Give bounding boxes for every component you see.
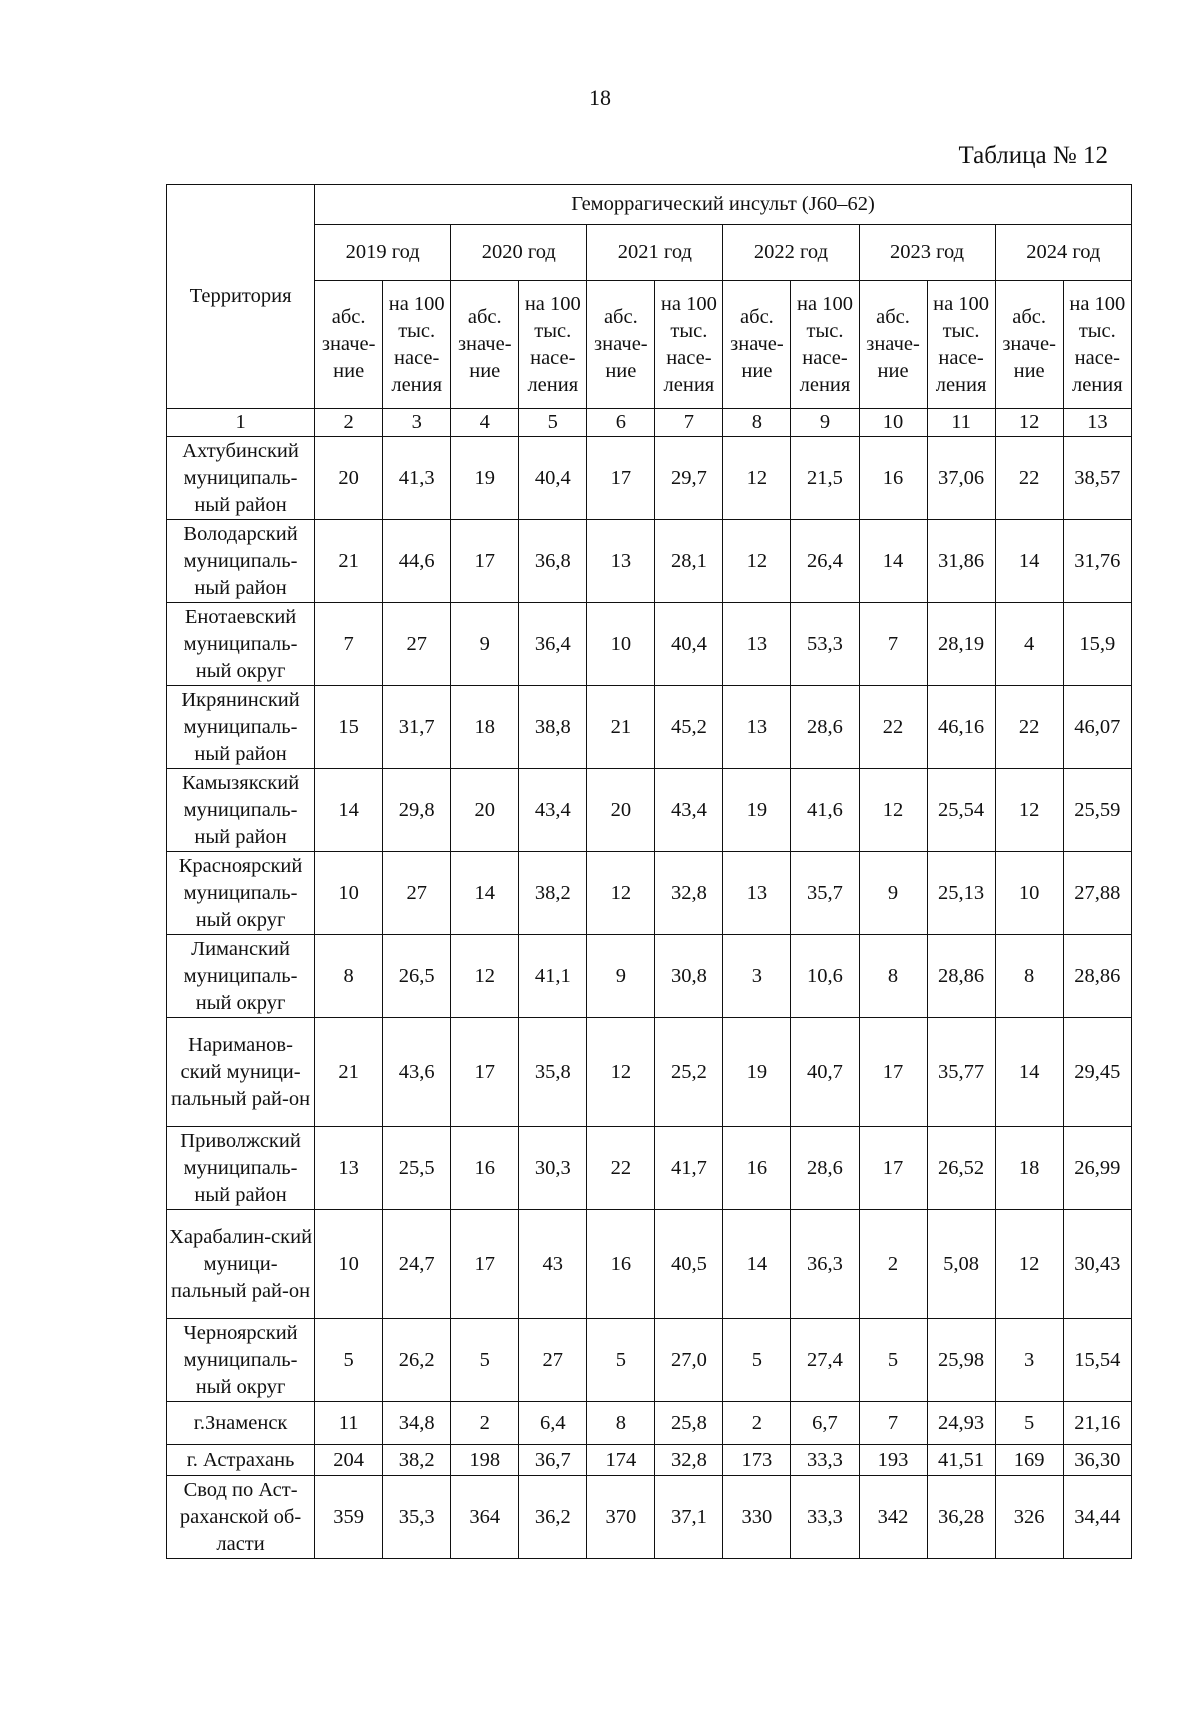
territory-cell: Харабалин-ский муници-пальный рай-он bbox=[167, 1210, 315, 1319]
abs-value-cell: 5 bbox=[587, 1319, 655, 1402]
per-100k-cell: 36,8 bbox=[519, 520, 587, 603]
abs-value-header: абс. значе-ние bbox=[451, 281, 519, 409]
abs-value-cell: 22 bbox=[995, 686, 1063, 769]
per-100k-cell: 10,6 bbox=[791, 935, 859, 1018]
per-100k-cell: 31,86 bbox=[927, 520, 995, 603]
column-number: 10 bbox=[859, 409, 927, 437]
year-header: 2024 год bbox=[995, 225, 1131, 281]
per-100k-header: на 100 тыс. насе-ления bbox=[519, 281, 587, 409]
per-100k-cell: 29,7 bbox=[655, 437, 723, 520]
per-100k-cell: 25,98 bbox=[927, 1319, 995, 1402]
per-100k-cell: 31,76 bbox=[1063, 520, 1131, 603]
per-100k-cell: 25,2 bbox=[655, 1018, 723, 1127]
abs-value-cell: 14 bbox=[995, 520, 1063, 603]
abs-value-cell: 18 bbox=[451, 686, 519, 769]
abs-value-cell: 198 bbox=[451, 1445, 519, 1476]
abs-value-cell: 14 bbox=[859, 520, 927, 603]
per-100k-cell: 27,4 bbox=[791, 1319, 859, 1402]
abs-value-cell: 8 bbox=[995, 935, 1063, 1018]
per-100k-cell: 30,43 bbox=[1063, 1210, 1131, 1319]
per-100k-cell: 31,7 bbox=[383, 686, 451, 769]
per-100k-cell: 21,16 bbox=[1063, 1402, 1131, 1445]
table-row bbox=[167, 520, 1132, 603]
abs-value-cell: 359 bbox=[315, 1476, 383, 1559]
table-row bbox=[167, 1445, 1132, 1476]
abs-value-cell: 7 bbox=[859, 1402, 927, 1445]
abs-value-cell: 20 bbox=[451, 769, 519, 852]
per-100k-cell: 15,9 bbox=[1063, 603, 1131, 686]
per-100k-cell: 27,0 bbox=[655, 1319, 723, 1402]
per-100k-cell: 53,3 bbox=[791, 603, 859, 686]
abs-value-cell: 3 bbox=[723, 935, 791, 1018]
per-100k-cell: 15,54 bbox=[1063, 1319, 1131, 1402]
abs-value-cell: 9 bbox=[451, 603, 519, 686]
abs-value-header: абс. значе-ние bbox=[587, 281, 655, 409]
abs-value-cell: 5 bbox=[995, 1402, 1063, 1445]
territory-cell: Нариманов-ский муници-пальный рай-он bbox=[167, 1018, 315, 1127]
per-100k-cell: 43,6 bbox=[383, 1018, 451, 1127]
per-100k-cell: 45,2 bbox=[655, 686, 723, 769]
abs-value-cell: 169 bbox=[995, 1445, 1063, 1476]
territory-cell: Черноярский муниципаль-ный округ bbox=[167, 1319, 315, 1402]
per-100k-cell: 28,6 bbox=[791, 1127, 859, 1210]
abs-value-cell: 21 bbox=[315, 1018, 383, 1127]
abs-value-cell: 16 bbox=[723, 1127, 791, 1210]
column-number: 4 bbox=[451, 409, 519, 437]
column-number: 12 bbox=[995, 409, 1063, 437]
per-100k-cell: 36,28 bbox=[927, 1476, 995, 1559]
per-100k-cell: 40,5 bbox=[655, 1210, 723, 1319]
per-100k-cell: 26,52 bbox=[927, 1127, 995, 1210]
per-100k-cell: 29,45 bbox=[1063, 1018, 1131, 1127]
abs-value-cell: 21 bbox=[587, 686, 655, 769]
abs-value-cell: 13 bbox=[587, 520, 655, 603]
abs-value-cell: 17 bbox=[451, 1018, 519, 1127]
per-100k-cell: 41,1 bbox=[519, 935, 587, 1018]
territory-cell: Лиманский муниципаль-ный округ bbox=[167, 935, 315, 1018]
per-100k-header: на 100 тыс. насе-ления bbox=[1063, 281, 1131, 409]
year-header: 2020 год bbox=[451, 225, 587, 281]
abs-value-cell: 370 bbox=[587, 1476, 655, 1559]
abs-value-cell: 4 bbox=[995, 603, 1063, 686]
abs-value-cell: 16 bbox=[859, 437, 927, 520]
per-100k-cell: 6,7 bbox=[791, 1402, 859, 1445]
per-100k-cell: 35,8 bbox=[519, 1018, 587, 1127]
table-row bbox=[167, 1210, 1132, 1319]
per-100k-cell: 43 bbox=[519, 1210, 587, 1319]
territory-cell: г. Астрахань bbox=[167, 1445, 315, 1476]
abs-value-cell: 19 bbox=[451, 437, 519, 520]
per-100k-cell: 29,8 bbox=[383, 769, 451, 852]
abs-value-cell: 10 bbox=[315, 1210, 383, 1319]
abs-value-cell: 5 bbox=[859, 1319, 927, 1402]
per-100k-cell: 44,6 bbox=[383, 520, 451, 603]
territory-cell: Красноярский муниципаль-ный округ bbox=[167, 852, 315, 935]
abs-value-cell: 17 bbox=[451, 1210, 519, 1319]
per-100k-cell: 33,3 bbox=[791, 1445, 859, 1476]
per-100k-cell: 28,86 bbox=[927, 935, 995, 1018]
column-number: 1 bbox=[167, 409, 315, 437]
table-row bbox=[167, 603, 1132, 686]
table-body bbox=[167, 437, 1132, 1559]
per-100k-cell: 24,7 bbox=[383, 1210, 451, 1319]
abs-value-cell: 12 bbox=[995, 1210, 1063, 1319]
per-100k-header: на 100 тыс. насе-ления bbox=[383, 281, 451, 409]
per-100k-cell: 30,3 bbox=[519, 1127, 587, 1210]
abs-value-cell: 22 bbox=[859, 686, 927, 769]
per-100k-cell: 34,8 bbox=[383, 1402, 451, 1445]
column-number: 9 bbox=[791, 409, 859, 437]
abs-value-cell: 3 bbox=[995, 1319, 1063, 1402]
per-100k-cell: 36,2 bbox=[519, 1476, 587, 1559]
abs-value-cell: 342 bbox=[859, 1476, 927, 1559]
abs-value-cell: 2 bbox=[451, 1402, 519, 1445]
per-100k-header: на 100 тыс. насе-ления bbox=[655, 281, 723, 409]
per-100k-cell: 43,4 bbox=[519, 769, 587, 852]
column-number: 2 bbox=[315, 409, 383, 437]
table-row bbox=[167, 437, 1132, 520]
per-100k-cell: 21,5 bbox=[791, 437, 859, 520]
abs-value-cell: 19 bbox=[723, 1018, 791, 1127]
column-number: 5 bbox=[519, 409, 587, 437]
territory-header: Территория bbox=[167, 185, 315, 409]
abs-value-cell: 7 bbox=[315, 603, 383, 686]
per-100k-cell: 36,30 bbox=[1063, 1445, 1131, 1476]
per-100k-cell: 27 bbox=[519, 1319, 587, 1402]
per-100k-cell: 37,06 bbox=[927, 437, 995, 520]
per-100k-cell: 26,2 bbox=[383, 1319, 451, 1402]
table-row bbox=[167, 1127, 1132, 1210]
table-title: Геморрагический инсульт (J60–62) bbox=[315, 185, 1132, 225]
per-100k-cell: 46,16 bbox=[927, 686, 995, 769]
year-header: 2022 год bbox=[723, 225, 859, 281]
per-100k-cell: 38,57 bbox=[1063, 437, 1131, 520]
per-100k-cell: 27,88 bbox=[1063, 852, 1131, 935]
abs-value-cell: 9 bbox=[587, 935, 655, 1018]
abs-value-header: абс. значе-ние bbox=[723, 281, 791, 409]
abs-value-cell: 10 bbox=[587, 603, 655, 686]
abs-value-cell: 10 bbox=[315, 852, 383, 935]
abs-value-cell: 14 bbox=[451, 852, 519, 935]
abs-value-cell: 12 bbox=[587, 852, 655, 935]
abs-value-cell: 9 bbox=[859, 852, 927, 935]
abs-value-cell: 21 bbox=[315, 520, 383, 603]
abs-value-cell: 5 bbox=[723, 1319, 791, 1402]
abs-value-cell: 12 bbox=[723, 520, 791, 603]
abs-value-cell: 20 bbox=[315, 437, 383, 520]
per-100k-cell: 40,7 bbox=[791, 1018, 859, 1127]
per-100k-cell: 40,4 bbox=[655, 603, 723, 686]
per-100k-cell: 25,59 bbox=[1063, 769, 1131, 852]
per-100k-cell: 38,2 bbox=[519, 852, 587, 935]
per-100k-cell: 38,2 bbox=[383, 1445, 451, 1476]
territory-cell: Енотаевский муниципаль-ный округ bbox=[167, 603, 315, 686]
year-header: 2023 год bbox=[859, 225, 995, 281]
abs-value-cell: 14 bbox=[723, 1210, 791, 1319]
abs-value-cell: 8 bbox=[859, 935, 927, 1018]
per-100k-cell: 30,8 bbox=[655, 935, 723, 1018]
per-100k-cell: 28,1 bbox=[655, 520, 723, 603]
territory-cell: Камызякский муниципаль-ный район bbox=[167, 769, 315, 852]
per-100k-cell: 43,4 bbox=[655, 769, 723, 852]
territory-cell: Икрянинский муниципаль-ный район bbox=[167, 686, 315, 769]
page-number: 18 bbox=[589, 85, 611, 110]
abs-value-cell: 7 bbox=[859, 603, 927, 686]
abs-value-cell: 326 bbox=[995, 1476, 1063, 1559]
abs-value-cell: 20 bbox=[587, 769, 655, 852]
abs-value-cell: 13 bbox=[723, 852, 791, 935]
abs-value-cell: 204 bbox=[315, 1445, 383, 1476]
table-row bbox=[167, 852, 1132, 935]
abs-value-cell: 12 bbox=[723, 437, 791, 520]
per-100k-cell: 46,07 bbox=[1063, 686, 1131, 769]
column-number: 11 bbox=[927, 409, 995, 437]
abs-value-header: абс. значе-ние bbox=[315, 281, 383, 409]
abs-value-cell: 22 bbox=[587, 1127, 655, 1210]
per-100k-cell: 28,19 bbox=[927, 603, 995, 686]
abs-value-cell: 12 bbox=[995, 769, 1063, 852]
per-100k-cell: 32,8 bbox=[655, 852, 723, 935]
territory-cell: Приволжский муниципаль-ный район bbox=[167, 1127, 315, 1210]
per-100k-cell: 32,8 bbox=[655, 1445, 723, 1476]
table-row bbox=[167, 1018, 1132, 1127]
abs-value-cell: 17 bbox=[451, 520, 519, 603]
territory-cell: Свод по Аст-раханской об-ласти bbox=[167, 1476, 315, 1559]
abs-value-cell: 14 bbox=[995, 1018, 1063, 1127]
abs-value-cell: 16 bbox=[451, 1127, 519, 1210]
per-100k-cell: 26,4 bbox=[791, 520, 859, 603]
per-100k-cell: 41,3 bbox=[383, 437, 451, 520]
per-100k-cell: 37,1 bbox=[655, 1476, 723, 1559]
table-row bbox=[167, 686, 1132, 769]
per-100k-cell: 33,3 bbox=[791, 1476, 859, 1559]
abs-value-cell: 12 bbox=[859, 769, 927, 852]
per-100k-cell: 27 bbox=[383, 852, 451, 935]
abs-value-cell: 2 bbox=[859, 1210, 927, 1319]
table-row bbox=[167, 1476, 1132, 1559]
per-100k-cell: 24,93 bbox=[927, 1402, 995, 1445]
per-100k-cell: 5,08 bbox=[927, 1210, 995, 1319]
per-100k-cell: 35,7 bbox=[791, 852, 859, 935]
per-100k-cell: 36,7 bbox=[519, 1445, 587, 1476]
table-row bbox=[167, 1402, 1132, 1445]
year-header: 2019 год bbox=[315, 225, 451, 281]
column-number: 13 bbox=[1063, 409, 1131, 437]
abs-value-cell: 15 bbox=[315, 686, 383, 769]
territory-cell: Володарский муниципаль-ный район bbox=[167, 520, 315, 603]
abs-value-cell: 364 bbox=[451, 1476, 519, 1559]
column-number: 8 bbox=[723, 409, 791, 437]
territory-cell: Ахтубинский муниципаль-ный район bbox=[167, 437, 315, 520]
per-100k-cell: 26,5 bbox=[383, 935, 451, 1018]
per-100k-header: на 100 тыс. насе-ления bbox=[927, 281, 995, 409]
per-100k-cell: 41,6 bbox=[791, 769, 859, 852]
per-100k-cell: 26,99 bbox=[1063, 1127, 1131, 1210]
abs-value-cell: 18 bbox=[995, 1127, 1063, 1210]
abs-value-cell: 11 bbox=[315, 1402, 383, 1445]
per-100k-cell: 25,5 bbox=[383, 1127, 451, 1210]
abs-value-cell: 14 bbox=[315, 769, 383, 852]
year-header: 2021 год bbox=[587, 225, 723, 281]
stroke-statistics-table bbox=[166, 184, 1132, 1559]
per-100k-cell: 40,4 bbox=[519, 437, 587, 520]
per-100k-cell: 28,86 bbox=[1063, 935, 1131, 1018]
per-100k-cell: 25,54 bbox=[927, 769, 995, 852]
per-100k-cell: 36,3 bbox=[791, 1210, 859, 1319]
abs-value-header: абс. значе-ние bbox=[859, 281, 927, 409]
abs-value-cell: 330 bbox=[723, 1476, 791, 1559]
abs-value-cell: 13 bbox=[723, 686, 791, 769]
per-100k-cell: 27 bbox=[383, 603, 451, 686]
abs-value-cell: 5 bbox=[451, 1319, 519, 1402]
abs-value-cell: 17 bbox=[859, 1018, 927, 1127]
abs-value-cell: 13 bbox=[723, 603, 791, 686]
abs-value-cell: 8 bbox=[587, 1402, 655, 1445]
abs-value-cell: 5 bbox=[315, 1319, 383, 1402]
abs-value-cell: 13 bbox=[315, 1127, 383, 1210]
abs-value-header: абс. значе-ние bbox=[995, 281, 1063, 409]
per-100k-header: на 100 тыс. насе-ления bbox=[791, 281, 859, 409]
per-100k-cell: 38,8 bbox=[519, 686, 587, 769]
abs-value-cell: 17 bbox=[587, 437, 655, 520]
per-100k-cell: 35,3 bbox=[383, 1476, 451, 1559]
abs-value-cell: 19 bbox=[723, 769, 791, 852]
per-100k-cell: 6,4 bbox=[519, 1402, 587, 1445]
column-number: 7 bbox=[655, 409, 723, 437]
per-100k-cell: 41,51 bbox=[927, 1445, 995, 1476]
table-row bbox=[167, 769, 1132, 852]
per-100k-cell: 25,8 bbox=[655, 1402, 723, 1445]
territory-cell: г.Знаменск bbox=[167, 1402, 315, 1445]
column-number: 6 bbox=[587, 409, 655, 437]
abs-value-cell: 173 bbox=[723, 1445, 791, 1476]
per-100k-cell: 25,13 bbox=[927, 852, 995, 935]
per-100k-cell: 36,4 bbox=[519, 603, 587, 686]
abs-value-cell: 193 bbox=[859, 1445, 927, 1476]
table-row bbox=[167, 1319, 1132, 1402]
abs-value-cell: 2 bbox=[723, 1402, 791, 1445]
per-100k-cell: 28,6 bbox=[791, 686, 859, 769]
table-label: Таблица № 12 bbox=[958, 142, 1108, 169]
table-row bbox=[167, 935, 1132, 1018]
abs-value-cell: 16 bbox=[587, 1210, 655, 1319]
abs-value-cell: 12 bbox=[451, 935, 519, 1018]
abs-value-cell: 12 bbox=[587, 1018, 655, 1127]
abs-value-cell: 174 bbox=[587, 1445, 655, 1476]
per-100k-cell: 34,44 bbox=[1063, 1476, 1131, 1559]
abs-value-cell: 8 bbox=[315, 935, 383, 1018]
abs-value-cell: 22 bbox=[995, 437, 1063, 520]
abs-value-cell: 17 bbox=[859, 1127, 927, 1210]
abs-value-cell: 10 bbox=[995, 852, 1063, 935]
column-number: 3 bbox=[383, 409, 451, 437]
per-100k-cell: 35,77 bbox=[927, 1018, 995, 1127]
per-100k-cell: 41,7 bbox=[655, 1127, 723, 1210]
